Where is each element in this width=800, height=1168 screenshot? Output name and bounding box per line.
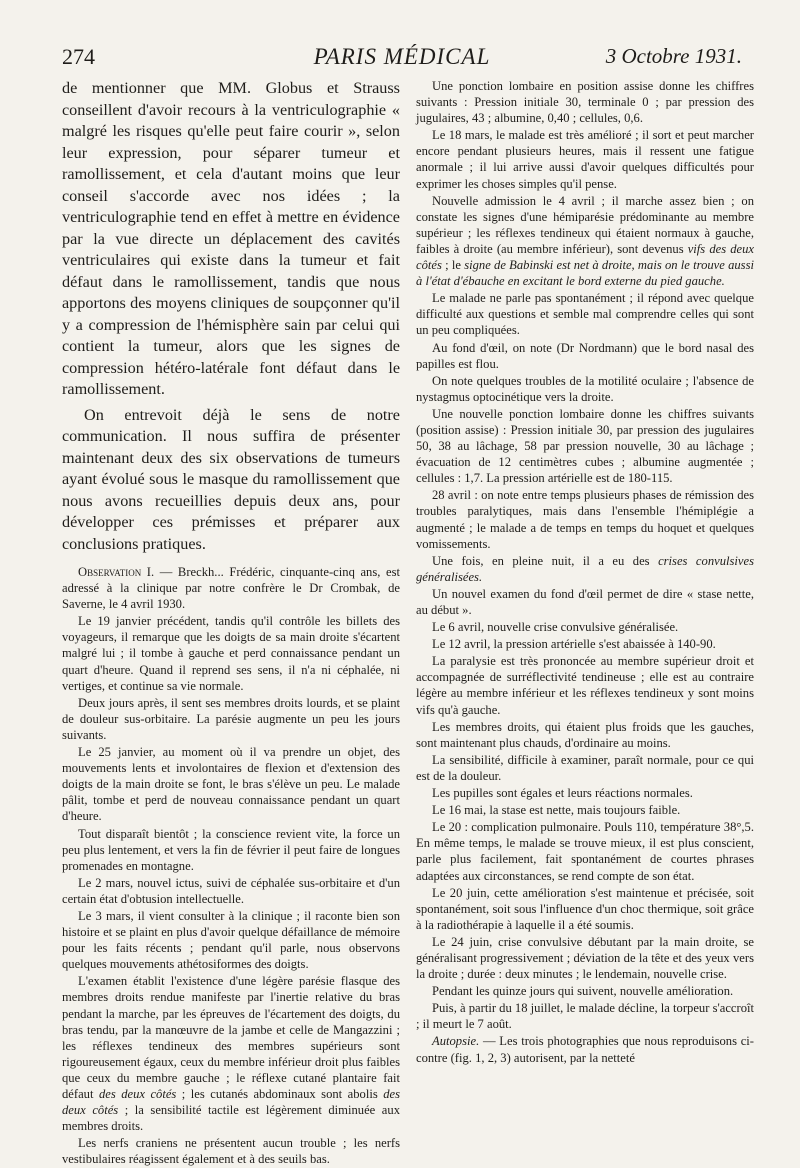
- observation-label: Observation I.: [78, 565, 155, 579]
- case-paragraph: Une ponction lombaire en position assise donne les chiffres suivants : Pression initiale 30, terminale 0 ; par pression des jugulaires, 43 ; albumine, 0,40 ; cellules, 0,6.: [416, 79, 754, 126]
- text-span: L'examen établit l'existence d'une légère parésie flasque des membres droits rendue manifeste par l'inertie relative du bras pendant la marche, par les épreuves de l'écartement des doigts, du bras tendu, par la manœuvre de la jambe et celle de Mangazzini ; les réflexes tendineux des membres supérieurs sont rigoureusement égaux, ceux du membre inférieur droit plus faibles que ceux du membre gauche ; le réflexe cutané plantaire fait défaut: [62, 974, 400, 1101]
- case-paragraph: Pendant les quinze jours qui suivent, nouvelle amélioration.: [432, 984, 734, 999]
- text-span: — Les trois photographies que nous reproduisons ci-contre (fig. 1, 2, 3) autorisent, par la netteté: [416, 1034, 754, 1065]
- case-paragraph: Le 6 avril, nouvelle crise convulsive généralisée.: [432, 620, 679, 635]
- text-span: Nouvelle admission le 4 avril ; il marche assez bien ; on constate les signes d'une hémiparésie prédominante au membre supérieur ; les réflexes tendineux qui étaient normaux à gauche, faibles à droite (au membre inférieur), sont devenus: [416, 193, 754, 256]
- text-span: ; les cutanés abdominaux sont abolis: [176, 1087, 384, 1101]
- italic-span: vifs des deux côtés: [416, 241, 754, 273]
- text-span: ; la sensibilité tactile est légèrement diminuée aux membres droits.: [62, 1103, 400, 1134]
- case-paragraph: Le 18 mars, le malade est très amélioré ; il sort et peut marcher encore pendant plusieurs heures, mais il ressent une fatigue anormale ; il lui arrive aussi d'avoir quelques difficultés pour exprimer les choses simples qu'il pense.: [416, 128, 754, 191]
- case-paragraph: Le 3 mars, il vient consulter à la clinique ; il raconte bien son histoire et se plaint en plus d'avoir quelque défaillance de mémoire pour les faits récents ; pendant qu'il parle, nous observons quelques mouvements athétosiformes des doigts.: [62, 908, 400, 972]
- italic-span: des deux côtés: [62, 1087, 401, 1118]
- left-column: [62, 78, 400, 1168]
- case-paragraph: La sensibilité, difficile à examiner, paraît normale, pour ce qui est de la douleur.: [416, 752, 754, 783]
- case-paragraph: Tout disparaît bientôt ; la conscience revient vite, la force un peu plus lentement, et vers la fin de février il peut faire de longues promenades en montagne.: [62, 826, 400, 873]
- case-paragraph: 28 avril : on note entre temps plusieurs phases de rémission des troubles paralytiques, mais dans l'ensemble l'hémiplégie a augmenté ; le malade a de temps en temps du hoquet et quelques vomissements.: [416, 488, 754, 551]
- observation-heading: [62, 564, 400, 612]
- text-span: ; le: [441, 258, 465, 273]
- case-paragraph: Le malade ne parle pas spontanément ; il répond avec quelque difficulté aux questions et semble mal comprendre celles qui sont un peu compliquées.: [416, 291, 754, 338]
- case-paragraph: [416, 553, 754, 585]
- case-paragraph: Les pupilles sont égales et leurs réactions normales.: [432, 786, 693, 801]
- case-paragraph: Une nouvelle ponction lombaire donne les chiffres suivants (position assise) : Pression initiale 30, par pression des jugulaires 50, 38 au lâchage, 58 par pression nouvelle, 30 au lâchage ; évacuation de 12 centimètres cubes ; albumine augmentée ; cellules : 1,7. La pression artérielle est de 180-115.: [416, 406, 754, 486]
- case-paragraph: La paralysie est très prononcée au membre supérieur droit et accompagnée de surréflectivité tendineuse ; elle est au contraire légère au membre inférieur et les réflexes tendineux y sont moins vifs qu'à gauche.: [416, 654, 754, 717]
- case-paragraph: [62, 973, 400, 1134]
- observation-text: — Breckh... Frédéric, cinquante-cinq ans, est adressé à la clinique par notre confrère le Dr Crombak, de Saverne, le 4 avril 1930.: [62, 565, 400, 612]
- issue-date: 3 Octobre 1931.: [605, 44, 742, 68]
- case-paragraph: Deux jours après, il sent ses membres droits lourds, et se plaint de douleur sus-orbitaire. La parésie augmente un peu les jours suivants.: [62, 695, 400, 742]
- italic-span: signe de Babinski est net à droite, mais on le trouve aussi à l'état d'ébauche en excitant le bord externe du pied gauche.: [416, 258, 754, 289]
- page-number: 274: [62, 44, 95, 69]
- case-paragraph: Le 2 mars, nouvel ictus, suivi de céphalée sus-orbitaire et d'un certain état d'obtusion intellectuelle.: [62, 875, 400, 906]
- intro-paragraph: de mentionner que MM. Globus et Strauss conseillent d'avoir recours à la ventriculographie « malgré les risques qu'elle peut faire courir », selon leur expression, pour séparer tumeur et ramollissement, et cela d'autant moins que leur conseil s'accorde avec nos idées ; la ventriculographie tend en effet à mettre en évidence par la vue directe un déplacement des cavités ventriculaires qui existe dans la tumeur et fait défaut dans le ramollissement, tandis que nous apportons des moyens cliniques de soupçonner qu'il y a compression de l'hémisphère sain par celui qui contient la tumeur, alors que les signes de compression hétéro-latérale font défaut dans le ramollissement.: [62, 79, 400, 398]
- case-paragraph: [416, 193, 754, 290]
- text-span: Une fois, en pleine nuit, il a eu des: [432, 553, 659, 568]
- case-paragraph: Le 25 janvier, au moment où il va prendre un objet, des mouvements lents et involontaires de flexion et d'extension des doigts de la main droite se font, le bras s'élève un peu. Le malade pâlit, tombe et perd de nouveau connaissance pendant un quart d'heure.: [62, 745, 400, 824]
- case-paragraph: Le 12 avril, la pression artérielle s'est abaissée à 140-90.: [432, 637, 716, 652]
- case-paragraph: [416, 1033, 754, 1065]
- case-paragraph: Un nouvel examen du fond d'œil permet de dire « stase nette, au début ».: [416, 586, 754, 617]
- case-paragraph: Le 20 juin, cette amélioration s'est maintenue et précisée, soit spontanément, soit sous l'influence d'un choc thermique, soit grâce à la radiothérapie à laquelle il a été soumis.: [416, 885, 754, 932]
- case-paragraph: Le 19 janvier précédent, tandis qu'il contrôle les billets des voyageurs, il remarque que les doigts de sa main droite s'écartent malgré lui ; il tombe à gauche et perd connaissance pendant un quart d'heure. Quand il reprend ses sens, il n'a ni céphalée, ni vertiges, et continue sa vie normale.: [62, 614, 400, 693]
- case-paragraph: On note quelques troubles de la motilité oculaire ; l'absence de nystagmus optocinétique vers la droite.: [416, 373, 754, 404]
- right-column: [416, 78, 754, 1067]
- case-paragraph: Les membres droits, qui étaient plus froids que les gauches, sont maintenant plus chauds, d'ordinaire au moins.: [416, 719, 754, 750]
- case-paragraph: Le 16 mai, la stase est nette, mais toujours faible.: [432, 803, 681, 818]
- case-paragraph: Le 24 juin, crise convulsive débutant par la main droite, se généralisant progressivement ; déviation de la tête et des yeux vers la droite ; durée : deux minutes ; le lendemain, nouvelle crise.: [416, 934, 754, 982]
- italic-span: Autopsie.: [432, 1034, 480, 1049]
- intro-paragraph: On entrevoit déjà le sens de notre communication. Il nous suffira de présenter maintenant deux des six observations de tumeurs ayant évolué sous le masque du ramollissement que nous avons recueillies depuis deux ans, pour développer ces prémisses et préparer aux conclusions pratiques.: [62, 405, 400, 553]
- italic-span: crises convulsives généralisées.: [416, 553, 754, 584]
- journal-title: PARIS MÉDICAL: [313, 44, 491, 69]
- page-header: [62, 44, 742, 70]
- case-paragraph: Les nerfs craniens ne présentent aucun trouble ; les nerfs vestibulaires réagissent également et à des seuils bas.: [62, 1136, 400, 1167]
- case-paragraph: Au fond d'œil, on note (Dr Nordmann) que le bord nasal des papilles est flou.: [416, 340, 754, 371]
- italic-span: des deux côtés: [98, 1087, 177, 1101]
- case-paragraph: Puis, à partir du 18 juillet, le malade décline, la torpeur s'accroît ; il meurt le 7 août.: [416, 1001, 754, 1032]
- case-paragraph: Le 20 : complication pulmonaire. Pouls 110, température 38°,5. En même temps, le malade se trouve mieux, il est plus conscient, parle plus facilement, fait spontanément de courtes phrases adaptées aux circonstances, se rend compte de son état.: [416, 820, 754, 883]
